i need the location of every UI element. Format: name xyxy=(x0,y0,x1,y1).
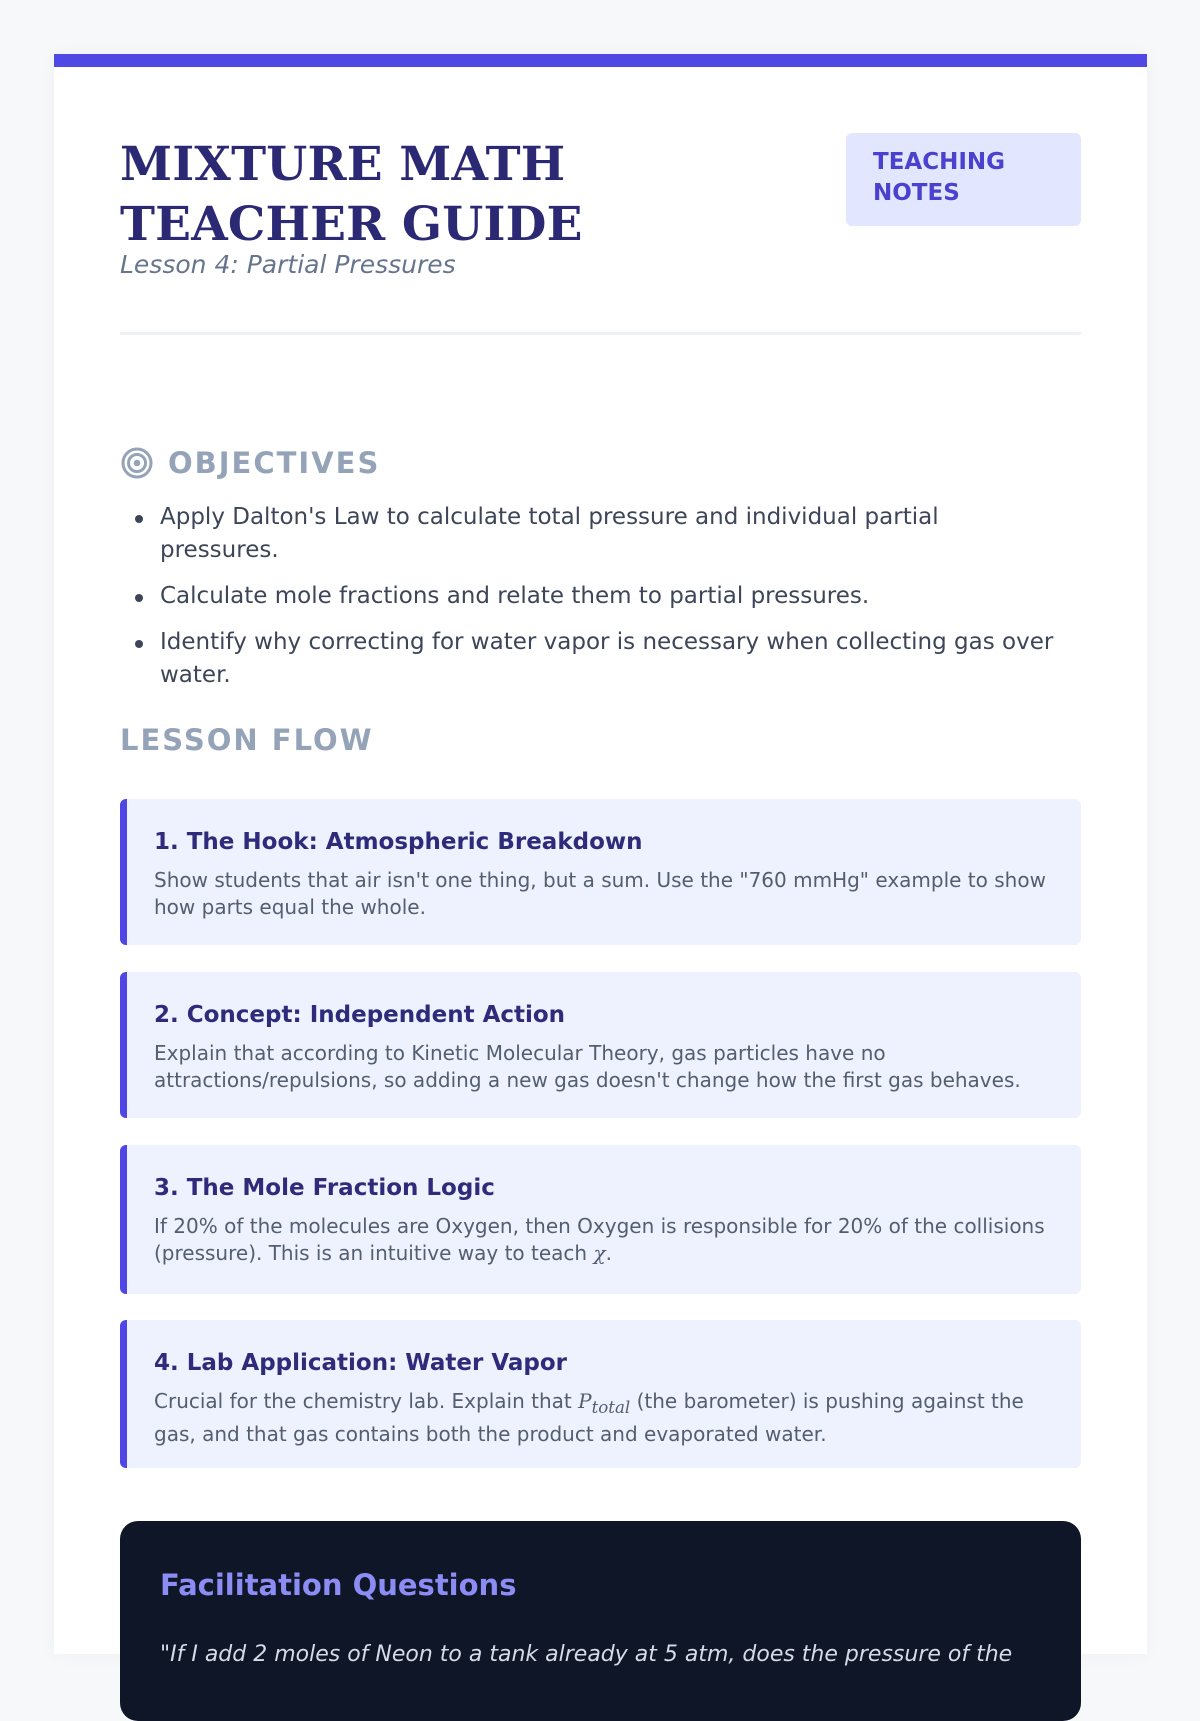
total-pressure-symbol xyxy=(578,1389,631,1417)
objective-item: Identify why correcting for water vapor is necessary when collecting gas over water. xyxy=(160,626,1060,692)
lesson-step-heading: 3. The Mole Fraction Logic xyxy=(154,1175,495,1201)
body-text: If 20% of the molecules are Oxygen, then Oxygen is responsible for 20% of the collisions (pressure). This is an intuitive way to teach xyxy=(154,1214,1045,1265)
objective-item: Apply Dalton's Law to calculate total pressure and individual partial pressures. xyxy=(160,501,1060,567)
lesson-flow-heading: LESSON FLOW xyxy=(120,723,374,757)
facilitation-panel xyxy=(120,1521,1081,1721)
pressure-subscript: total xyxy=(591,1398,631,1417)
accent-top-bar xyxy=(54,54,1147,67)
body-text: Crucial for the chemistry lab. Explain that xyxy=(154,1389,579,1413)
lesson-step-heading: 1. The Hook: Atmospheric Breakdown xyxy=(154,829,643,855)
pressure-main-symbol: P xyxy=(578,1389,592,1413)
lesson-step-body: Explain that according to Kinetic Molecular Theory, gas particles have no attractions/repulsions, so adding a new gas doesn't change how the first gas behaves. xyxy=(154,1041,1021,1092)
lesson-step-body xyxy=(154,1388,1055,1448)
lesson-subtitle: Lesson 4: Partial Pressures xyxy=(120,250,456,279)
guide-header xyxy=(120,67,1081,335)
lesson-step-heading: 2. Concept: Independent Action xyxy=(154,1002,566,1028)
guide-title: MIXTURE MATH TEACHER GUIDE xyxy=(120,137,583,252)
lesson-step-card xyxy=(120,1145,1081,1294)
objective-item: Calculate mole fractions and relate them to partial pressures. xyxy=(160,580,1060,613)
teaching-notes-badge: TEACHING NOTES xyxy=(846,133,1081,226)
lesson-step-body: Show students that air isn't one thing, but a sum. Use the "760 mmHg" example to show how parts equal the whole. xyxy=(154,868,1046,919)
body-text: (the barometer) is pushing against the gas, and that gas contains both the product and evaporated water. xyxy=(154,1389,1024,1446)
lesson-step-heading: 4. Lab Application: Water Vapor xyxy=(154,1350,567,1376)
guide-content xyxy=(120,67,1081,1667)
objectives-list xyxy=(160,501,1060,705)
objectives-title: OBJECTIVES xyxy=(168,446,381,480)
lesson-step-card xyxy=(120,972,1081,1118)
lesson-step-body xyxy=(154,1213,1055,1267)
mole-fraction-symbol: χ xyxy=(593,1241,606,1265)
lesson-step-card xyxy=(120,799,1081,945)
teacher-guide-page xyxy=(54,54,1147,1667)
body-text: . xyxy=(605,1241,612,1265)
facilitation-question: "If I add 2 moles of Neon to a tank already at 5 atm, does the pressure of the xyxy=(160,1642,1013,1667)
objectives-heading xyxy=(120,446,380,480)
facilitation-title: Facilitation Questions xyxy=(160,1568,517,1602)
target-icon xyxy=(120,446,154,480)
lesson-step-card xyxy=(120,1320,1081,1468)
